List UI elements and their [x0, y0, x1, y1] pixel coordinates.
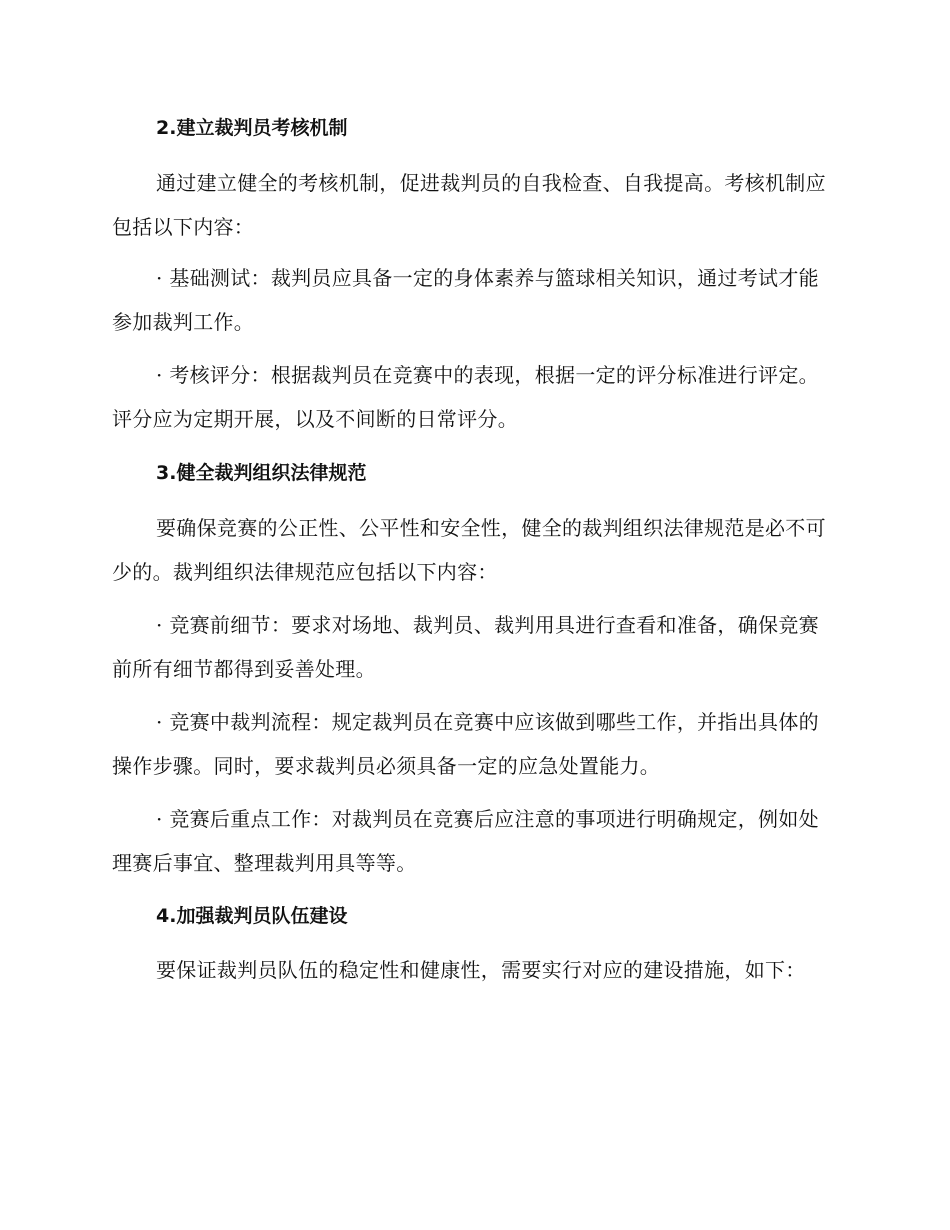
bullet-paragraph: · 考核评分：根据裁判员在竞赛中的表现，根据一定的评分标准进行评定。评分应为定期开展，以及不间断的日常评分。 — [112, 363, 819, 431]
section-heading: 4.加强裁判员队伍建设 — [156, 905, 348, 927]
section-heading: 3.健全裁判组织法律规范 — [156, 462, 367, 484]
bullet-paragraph: · 竞赛前细节：要求对场地、裁判员、裁判用具进行查看和准备，确保竞赛前所有细节都得到妥善处理。 — [112, 613, 819, 681]
bullet-paragraph: · 竞赛中裁判流程：规定裁判员在竞赛中应该做到哪些工作，并指出具体的操作步骤。同时，要求裁判员必须具备一定的应急处置能力。 — [112, 710, 819, 778]
paragraph: 要确保竞赛的公正性、公平性和安全性，健全的裁判组织法律规范是必不可少的。裁判组织法律规范应包括以下内容： — [112, 516, 826, 584]
paragraph: 要保证裁判员队伍的稳定性和健康性，需要实行对应的建设措施，如下： — [156, 958, 806, 982]
bullet-paragraph: · 基础测试：裁判员应具备一定的身体素养与篮球相关知识，通过考试才能参加裁判工作。 — [112, 266, 819, 334]
section-heading: 2.建立裁判员考核机制 — [156, 117, 348, 139]
bullet-paragraph: · 竞赛后重点工作：对裁判员在竞赛后应注意的事项进行明确规定，例如处理赛后事宜、整理裁判用具等等。 — [112, 807, 819, 875]
paragraph: 通过建立健全的考核机制，促进裁判员的自我检查、自我提高。考核机制应包括以下内容： — [112, 171, 826, 239]
